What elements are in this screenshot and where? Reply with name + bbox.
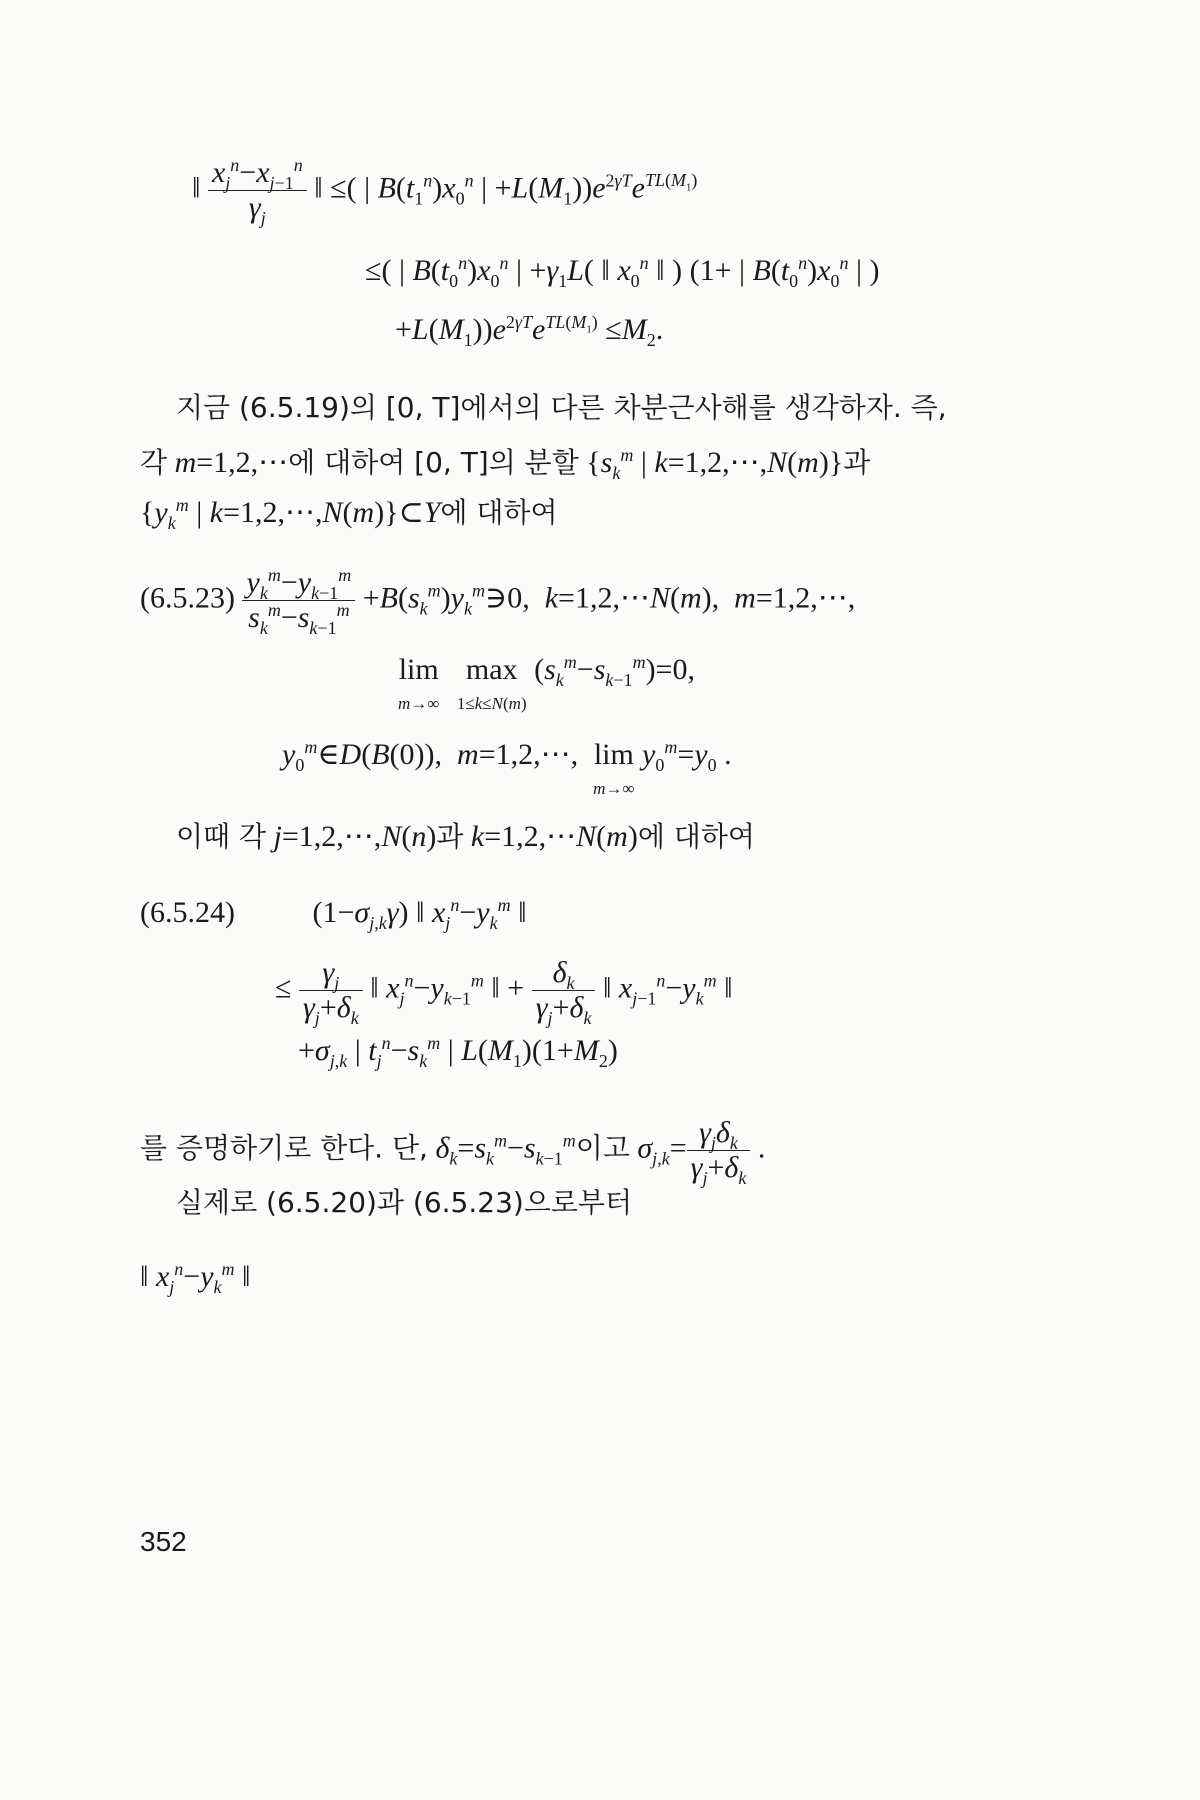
paragraph-1-line-2: 각 m=1,2,⋯에 대하여 [0, T]의 분할 {$s_k^m$ | k=1,2,⋯,N(m)}과 xyxy=(140,445,871,483)
page-number: 352 xyxy=(140,1526,187,1557)
equation-6-5-24: (6.5.24) $(1-\sigma_{j,k}\gamma)$ ‖ $x_j^n-y_k^m$ ‖ xyxy=(140,895,527,933)
paragraph-3: 를 증명하기로 한다. 단, $\delta_k=s_k^m-s_{k-1}^m$이고 $\sigma_{j,k}=$ $\frac{\gamma_j\delta_k}{\gamma_j+\delta_k}$ . xyxy=(140,1116,766,1188)
equation-limit-max: lim m→∞ max 1≤k≤N(m) $(s_k^m-s_{k-1}^m)=0$, xyxy=(398,652,695,713)
equation-6-5-23: (6.5.23) $\frac{y_k^m-y_{k-1}^m}{s_k^m-s_{k-1}^m}$ $+B(s_k^m)y_k^m∋0$, k=1,2,⋯N(m), m=1,2,⋯, xyxy=(140,565,856,638)
equation-label: (6.5.23) xyxy=(140,581,235,615)
inequality-line-1: ‖ $\frac{x_j^n-x_{j-1}^n}{\gamma_j}$ ‖ ≤( | $B(t_1^n)x_0^n$ | $+L(M_1))e^{2\gamma T}e^{TL(M_1)}$ xyxy=(192,155,698,228)
inequality-line-3: $+L(M_1))e^{2\gamma T}e^{TL(M_1)} \le M_2$. xyxy=(395,312,664,350)
paragraph-4: 실제로 (6.5.20)과 (6.5.23)으로부터 xyxy=(176,1186,632,1219)
equation-6-5-24-line-3: $+\sigma_{j,k}$ | $t_j^n-s_k^m$ | $L(M_1)(1+M_2)$ xyxy=(298,1033,618,1071)
inequality-line-2: ≤( | $B(t_0^n)x_0^n$ | $+\gamma_1L$( ‖ $x_0^n$ ‖ ) (1+ | $B(t_0^n)x_0^n$ | ) xyxy=(365,253,880,291)
norm-expression: ‖ $x_j^n-y_k^m$ ‖ xyxy=(140,1259,251,1297)
equation-6-5-24-line-2: ≤ $\frac{\gamma_j}{\gamma_j+\delta_k}$ ‖ $x_j^n-y_{k-1}^m$ ‖ + $\frac{\delta_k}{\gamma_j+\delta_k}$ ‖ $x_{j-1}^n-y_k^m$ ‖ xyxy=(275,956,733,1028)
equation-initial-condition: $y_0^m\in D(B(0))$, m=1,2,⋯, lim m→∞ $y_0^m=y_0$ . xyxy=(282,737,732,798)
paragraph-1-line-1-text: 지금 (6.5.19)의 [0, T]에서의 다른 차분근사해를 생각하자. 즉, xyxy=(176,391,947,424)
paragraph-2: 이때 각 j=1,2,⋯,N(n)과 k=1,2,⋯N(m)에 대하여 xyxy=(176,820,755,853)
equation-label: (6.5.24) xyxy=(140,896,235,929)
paragraph-1-line-3: {$y_k^m$ | k=1,2,⋯,N(m)}⊂Y에 대하여 xyxy=(140,495,558,533)
paragraph-1-line-1 xyxy=(176,393,947,423)
